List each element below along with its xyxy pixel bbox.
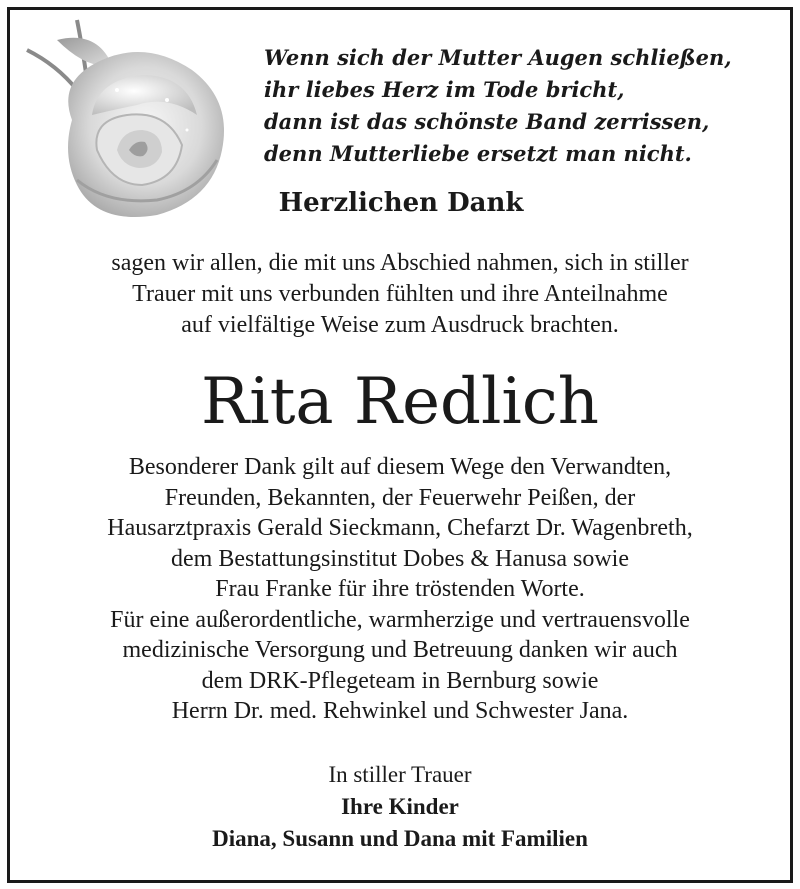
closing-signature <box>0 759 800 855</box>
body-line: Frau Franke für ihre tröstenden Worte. <box>215 576 585 602</box>
body-line: Freunden, Bekannten, der Feuerwehr Peißen, der <box>164 484 636 511</box>
thanks-heading <box>0 188 800 218</box>
body-line: dem DRK-Pflegeteam in Bernburg sowie <box>201 667 599 694</box>
closing-line: In stiller Trauer <box>328 762 472 787</box>
body-line: Besonderer Dank gilt auf diesem Wege den Verwandten, <box>128 454 672 480</box>
intro-line: Trauer mit uns verbunden fühlten und ihre Anteilnahme <box>132 281 668 307</box>
poem-line: Wenn sich der Mutter Augen schließen, <box>264 45 732 70</box>
closing-family-label: Ihre Kinder <box>341 794 459 819</box>
body-line: Für eine außerordentliche, warmherzige und vertrauensvolle <box>110 606 690 633</box>
thanks-heading-text: Herzlichen Dank <box>278 188 524 218</box>
body-line: Herrn Dr. med. Rehwinkel und Schwester Jana. <box>171 698 629 724</box>
poem-line: dann ist das schönste Band zerrissen, <box>264 109 710 134</box>
intro-line: auf vielfältige Weise zum Ausdruck brachten. <box>181 312 619 338</box>
intro-line: sagen wir allen, die mit uns Abschied nahmen, sich in stiller <box>111 250 689 276</box>
deceased-name: Rita Redlich <box>201 365 599 439</box>
body-line: Hausarztpraxis Gerald Sieckmann, Chefarzt Dr. Wagenbreth, <box>107 515 693 541</box>
body-line: medizinische Versorgung und Betreuung danken wir auch <box>122 637 678 663</box>
poem <box>264 42 764 170</box>
poem-line: ihr liebes Herz im Tode bricht, <box>264 77 625 102</box>
intro-text <box>0 248 800 341</box>
closing-names: Diana, Susann und Dana mit Familien <box>212 826 588 851</box>
body-line: dem Bestattungsinstitut Dobes & Hanusa sowie <box>171 545 629 572</box>
acknowledgements <box>0 452 800 727</box>
poem-line: denn Mutterliebe ersetzt man nicht. <box>264 141 692 166</box>
